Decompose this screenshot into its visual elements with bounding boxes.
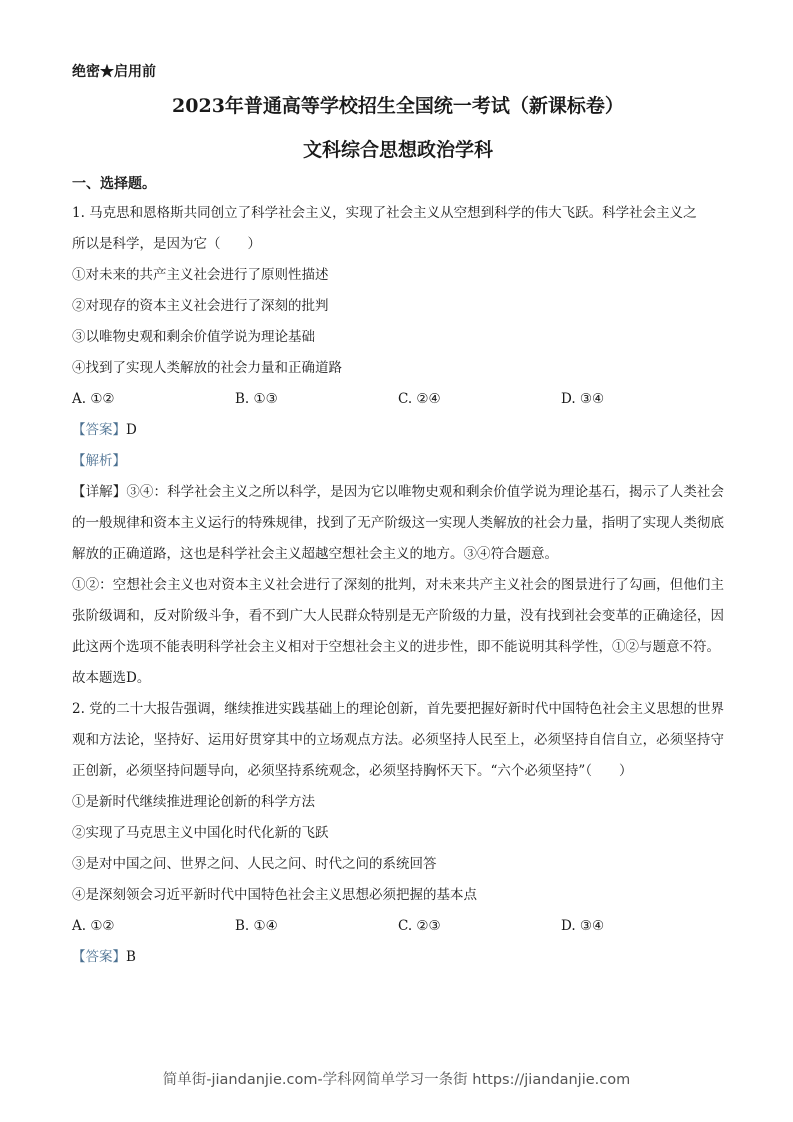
question-stem-line: 所以是科学，是因为它（ ）	[72, 236, 261, 252]
statement-item: ②实现了马克思主义中国化时代化新的飞跃	[72, 825, 329, 841]
conclusion-line: 故本题选D。	[72, 670, 151, 686]
answer-tag: 【答案】	[72, 949, 126, 965]
watermark-footer: 简单街-jiandanjie.com-学科网简单学习一条街 https://jiandanjie.com	[162, 1072, 631, 1088]
answer-value: B	[126, 949, 136, 965]
answer-options	[72, 384, 724, 415]
option-a: A. ①②	[72, 391, 115, 407]
detail-paragraph: ①②：空想社会主义也对资本主义社会进行了深刻的批判，对未来共产主义社会的图景进行了勾画，但他们主张阶级调和，反对阶级斗争，看不到广大人民群众特别是无产阶级的力量，没有找到社会变革的正确途径，因此这两个选项不能表明科学社会主义相对于空想社会主义的进步性，即不能说明其科学性，①②与题意不符。	[72, 577, 724, 655]
question-stem: 2. 党的二十大报告强调，继续推进实践基础上的理论创新，首先要把握好新时代中国特色社会主义思想的世界观和方法论，坚持好、运用好贯穿其中的立场观点方法。必须坚持人民至上，必须坚持自信自立，必须坚持守正创新，必须坚持问题导向，必须坚持系统观念，必须坚持胸怀天下。“六个必须坚持”（ ）	[72, 701, 724, 779]
statement-item: ④是深刻领会习近平新时代中国特色社会主义思想必须把握的基本点	[72, 887, 477, 903]
exam-title: 2023年普通高等学校招生全国统一考试（新课标卷）	[172, 95, 624, 117]
statement-item: ③是对中国之问、世界之问、人民之问、时代之问的系统回答	[72, 856, 437, 872]
statement-item: ③以唯物史观和剩余价值学说为理论基础	[72, 329, 315, 345]
secret-label: 绝密★启用前	[72, 64, 156, 80]
statement-item: ④找到了实现人类解放的社会力量和正确道路	[72, 360, 342, 376]
statement-item: ①是新时代继续推进理论创新的科学方法	[72, 794, 315, 810]
option-a: A. ①②	[72, 918, 115, 934]
analysis-line	[72, 446, 724, 477]
detail-paragraph	[72, 477, 724, 570]
option-b: B. ①④	[235, 918, 278, 934]
answer-tag: 【答案】	[72, 422, 126, 438]
section-heading: 一、选择题。	[72, 176, 156, 192]
exam-subtitle: 文科综合思想政治学科	[302, 139, 493, 161]
answer-line	[72, 942, 724, 973]
option-c: C. ②④	[398, 391, 441, 407]
option-d: D. ③④	[561, 918, 605, 934]
question-stem-line: 1. 马克思和恩格斯共同创立了科学社会主义，实现了社会主义从空想到科学的伟大飞跃。科学社会主义之	[72, 205, 697, 221]
analysis-tag: 【解析】	[72, 453, 126, 469]
statement-item: ①对未来的共产主义社会进行了原则性描述	[72, 267, 329, 283]
question-1	[72, 198, 724, 694]
answer-value: D	[126, 422, 137, 438]
option-b: B. ①③	[235, 391, 278, 407]
detail-tag: 【详解】	[72, 484, 127, 500]
document-page	[72, 62, 724, 973]
statement-item: ②对现存的资本主义社会进行了深刻的批判	[72, 298, 329, 314]
option-c: C. ②③	[398, 918, 441, 934]
option-d: D. ③④	[561, 391, 605, 407]
answer-options	[72, 911, 724, 942]
detail-text: ③④：科学社会主义之所以科学，是因为它以唯物史观和剩余价值学说为理论基石，揭示了人类社会的一般规律和资本主义运行的特殊规律，找到了无产阶级这一实现人类解放的社会力量，指明了实现人类彻底解放的正确道路，这也是科学社会主义超越空想社会主义的地方。③④符合题意。	[72, 484, 725, 562]
answer-line	[72, 415, 724, 446]
question-2	[72, 694, 724, 973]
